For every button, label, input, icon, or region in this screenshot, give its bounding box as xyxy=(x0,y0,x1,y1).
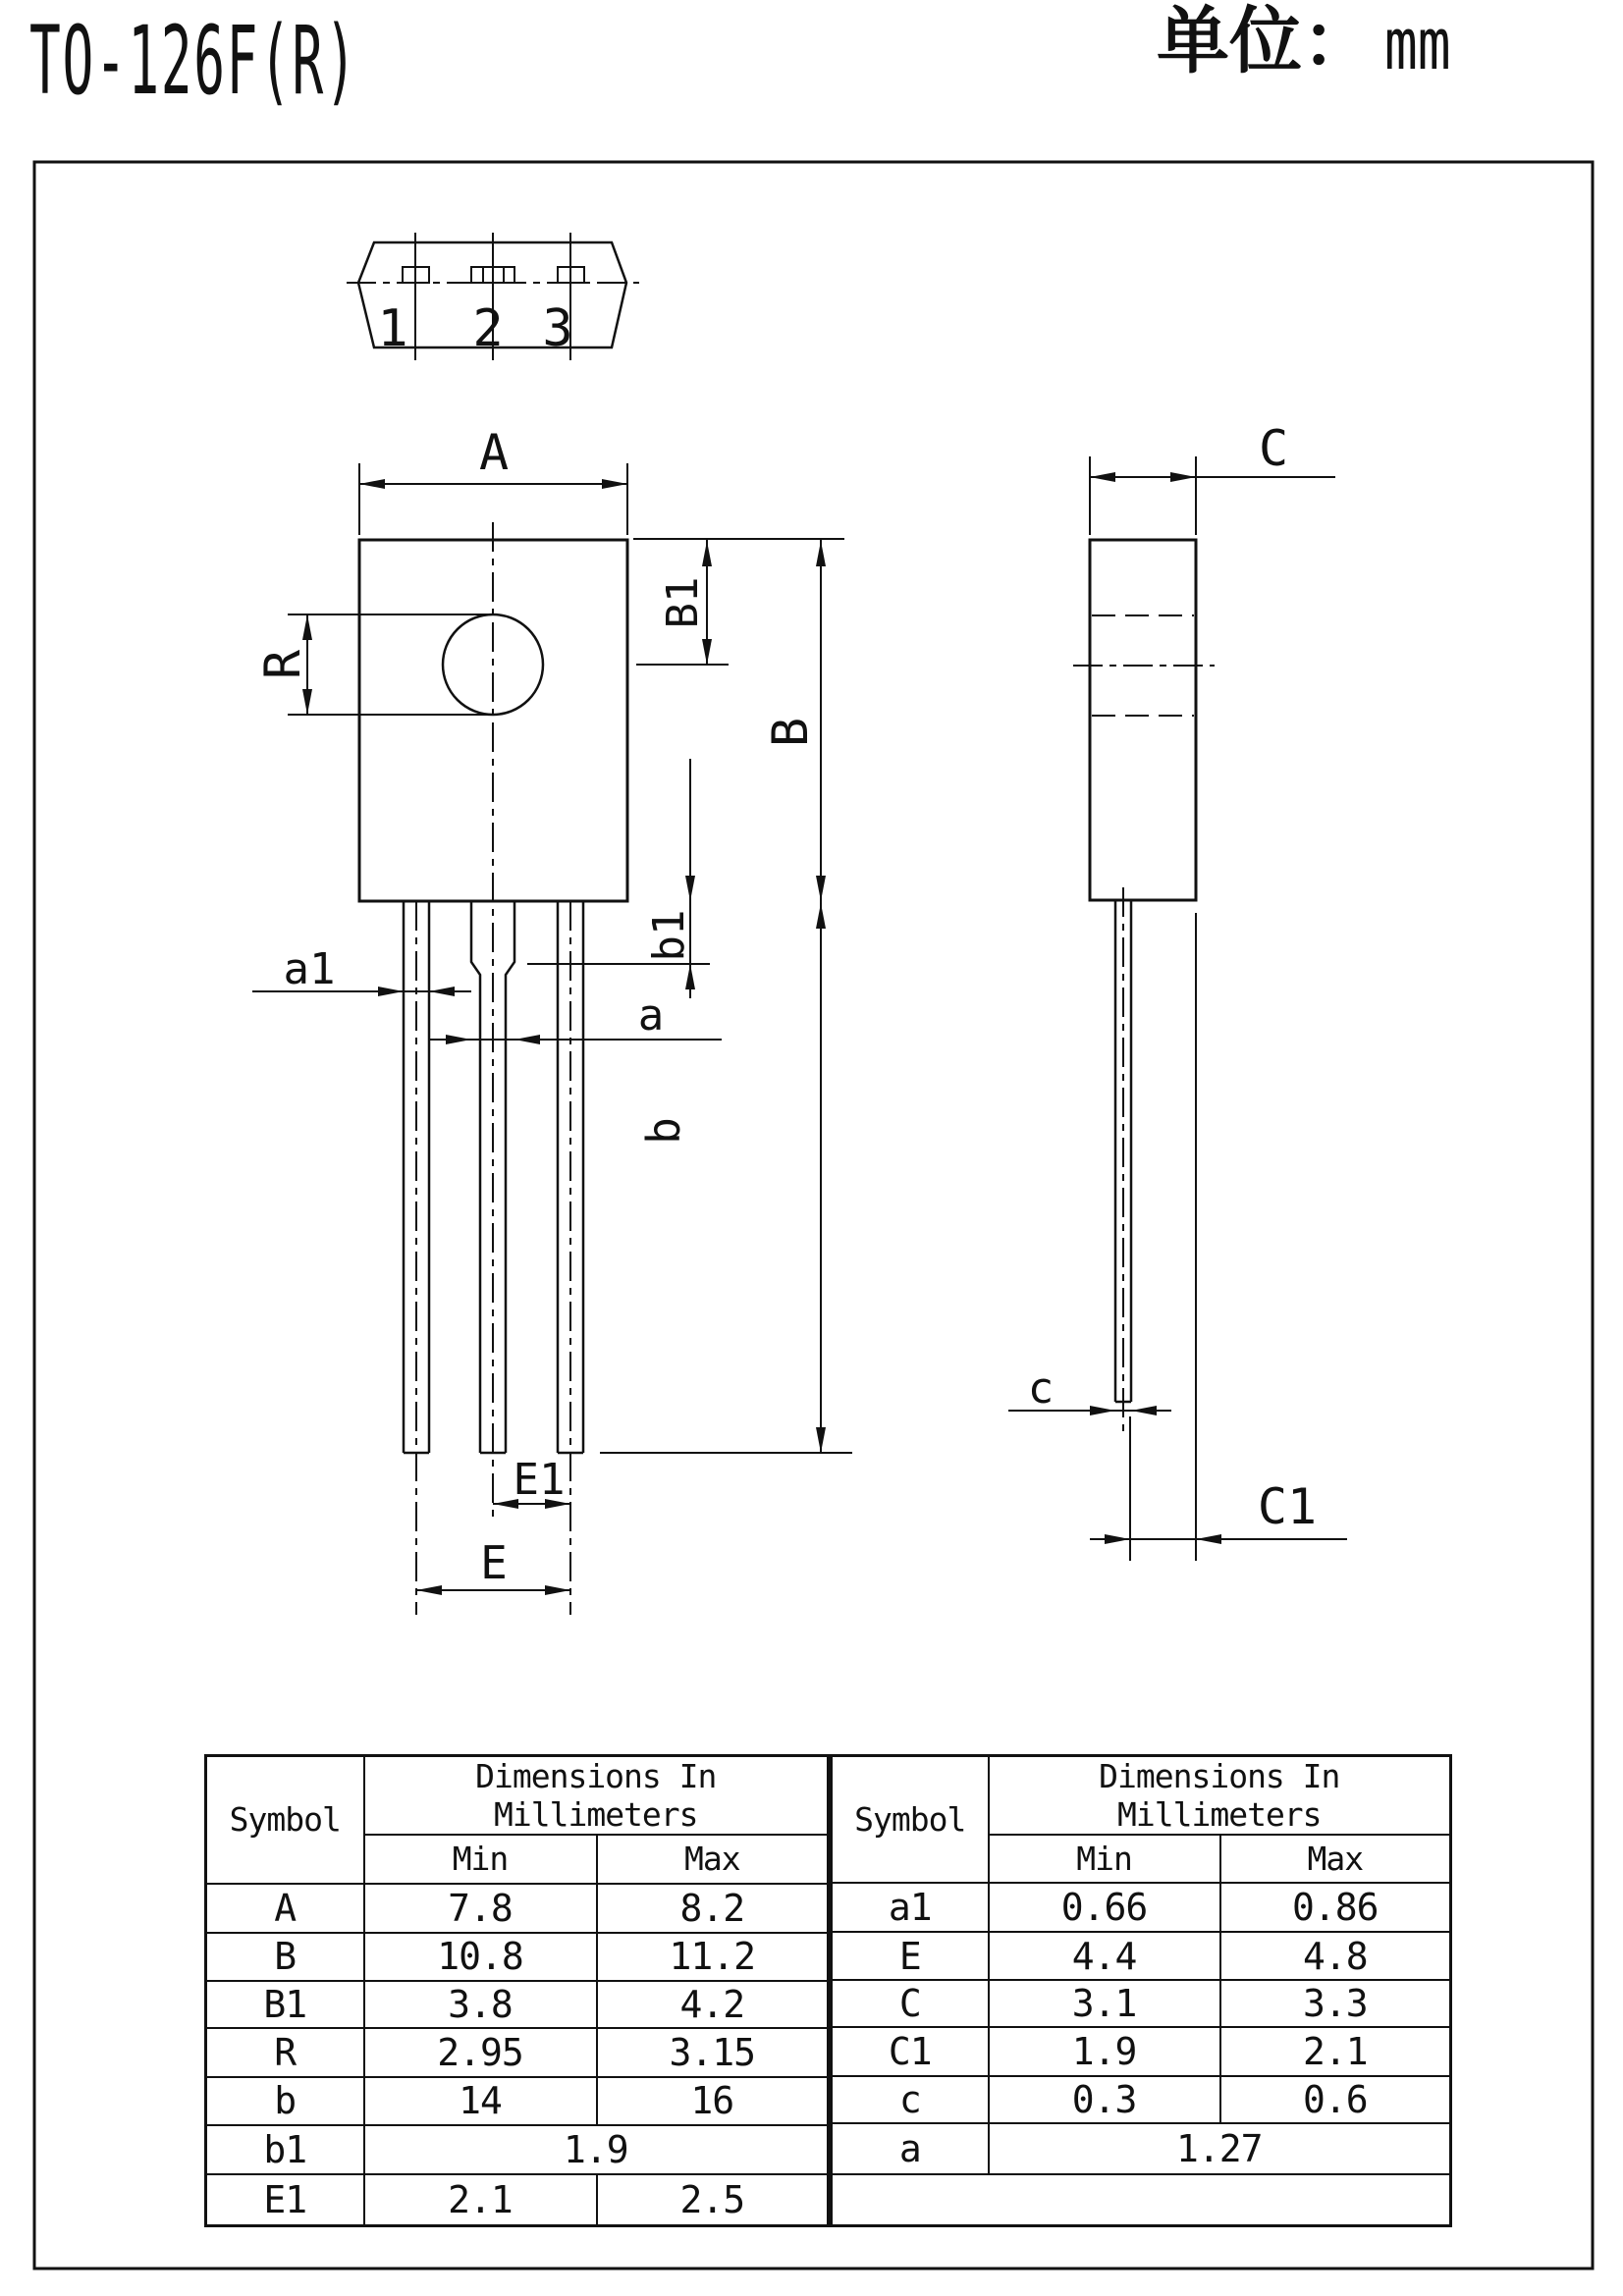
pin-1-label: 1 xyxy=(377,299,408,358)
table-row xyxy=(832,1883,1451,1932)
symbol-cell: a1 xyxy=(832,1883,989,1932)
col-header-symbol: Symbol xyxy=(832,1756,989,1884)
dim-label-C1: C1 xyxy=(1257,1478,1318,1535)
dimension-tables xyxy=(204,1754,1452,2227)
min-cell: 2.95 xyxy=(364,2028,597,2077)
table-row xyxy=(206,1981,829,2028)
col-header-min: Min xyxy=(364,1835,597,1883)
symbol-cell: B xyxy=(206,1933,364,1981)
pin-3-label: 3 xyxy=(542,299,573,358)
shared-value-cell: 1.9 xyxy=(364,2125,829,2174)
table-row xyxy=(832,1932,1451,1980)
max-cell: 2.1 xyxy=(1220,2027,1451,2076)
col-header-max: Max xyxy=(597,1835,829,1883)
max-cell: 3.3 xyxy=(1220,1980,1451,2027)
symbol-cell: B1 xyxy=(206,1981,364,2028)
table-row xyxy=(832,1980,1451,2027)
table-row xyxy=(206,1933,829,1981)
front-view xyxy=(252,424,852,1615)
min-cell: 0.3 xyxy=(989,2076,1220,2123)
max-cell: 0.86 xyxy=(1220,1883,1451,1932)
col-header-dimensions: Dimensions In Millimeters xyxy=(989,1756,1451,1836)
max-cell: 16 xyxy=(597,2077,829,2124)
symbol-cell: c xyxy=(832,2076,989,2123)
table-row xyxy=(206,2174,829,2225)
unit-label: 单位： xyxy=(1157,0,1375,83)
symbol-cell: E1 xyxy=(206,2174,364,2225)
max-cell: 11.2 xyxy=(597,1933,829,1981)
min-cell: 2.1 xyxy=(364,2174,597,2225)
dim-label-A: A xyxy=(478,424,510,481)
unit-value: mm xyxy=(1384,3,1451,85)
min-cell: 7.8 xyxy=(364,1884,597,1933)
min-cell: 1.9 xyxy=(989,2027,1220,2076)
side-view xyxy=(1008,420,1347,1561)
dim-label-b1: b1 xyxy=(644,909,694,962)
top-view xyxy=(347,233,639,360)
table-row xyxy=(832,2174,1451,2225)
dim-label-E: E xyxy=(480,1536,508,1589)
min-cell: 3.8 xyxy=(364,1981,597,2028)
table-row xyxy=(206,2028,829,2077)
dim-label-B: B xyxy=(762,717,819,748)
max-cell: 8.2 xyxy=(597,1884,829,1933)
symbol-cell: b1 xyxy=(206,2125,364,2174)
symbol-cell: E xyxy=(832,1932,989,1980)
dim-label-c: c xyxy=(1027,1363,1055,1414)
min-cell: 10.8 xyxy=(364,1933,597,1981)
symbol-cell: b xyxy=(206,2077,364,2124)
min-cell: 3.1 xyxy=(989,1980,1220,2027)
dimension-table-right xyxy=(830,1754,1452,2227)
max-cell: 4.8 xyxy=(1220,1932,1451,1980)
dim-label-C: C xyxy=(1258,420,1289,477)
max-cell: 3.15 xyxy=(597,2028,829,2077)
symbol-cell: A xyxy=(206,1884,364,1933)
max-cell: 0.6 xyxy=(1220,2076,1451,2123)
symbol-cell: C xyxy=(832,1980,989,2027)
table-row xyxy=(832,2123,1451,2174)
dim-label-B1: B1 xyxy=(658,576,708,629)
dim-label-b: b xyxy=(637,1117,690,1145)
shared-value-cell: 1.27 xyxy=(989,2123,1451,2174)
dim-label-a1: a1 xyxy=(283,944,336,994)
col-header-dimensions: Dimensions In Millimeters xyxy=(364,1756,829,1836)
empty-cell xyxy=(832,2174,1451,2225)
symbol-cell: a xyxy=(832,2123,989,2174)
table-row xyxy=(832,2076,1451,2123)
dim-label-E1: E1 xyxy=(513,1455,566,1505)
col-header-min: Min xyxy=(989,1835,1220,1883)
table-row xyxy=(832,2027,1451,2076)
dimension-table-left xyxy=(204,1754,830,2227)
col-header-symbol: Symbol xyxy=(206,1756,364,1884)
table-row xyxy=(206,2077,829,2124)
min-cell: 14 xyxy=(364,2077,597,2124)
symbol-cell: C1 xyxy=(832,2027,989,2076)
pin-2-label: 2 xyxy=(472,299,504,358)
page-title: TO-126F(R) xyxy=(29,6,358,116)
col-header-max: Max xyxy=(1220,1835,1451,1883)
max-cell: 4.2 xyxy=(597,1981,829,2028)
min-cell: 0.66 xyxy=(989,1883,1220,1932)
dim-label-a: a xyxy=(637,990,665,1041)
table-row xyxy=(206,1884,829,1933)
symbol-cell: R xyxy=(206,2028,364,2077)
max-cell: 2.5 xyxy=(597,2174,829,2225)
table-row xyxy=(206,2125,829,2174)
dim-label-R: R xyxy=(254,649,311,680)
min-cell: 4.4 xyxy=(989,1932,1220,1980)
